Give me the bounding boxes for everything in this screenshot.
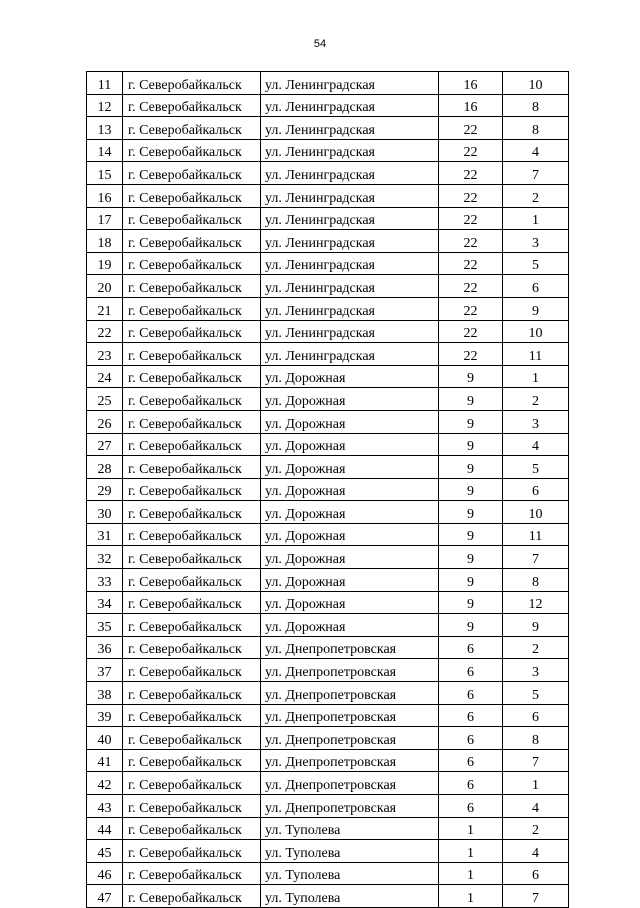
street-cell: ул. Днепропетровская [261,659,439,682]
row-number-cell: 26 [87,410,123,433]
house-number-cell: 1 [439,885,503,908]
city-cell: г. Северобайкальск [123,388,261,411]
house-number-cell: 9 [439,410,503,433]
apartment-number-cell: 6 [503,478,569,501]
house-number-cell: 6 [439,682,503,705]
city-cell: г. Северобайкальск [123,252,261,275]
house-number-cell: 1 [439,817,503,840]
street-cell: ул. Дорожная [261,456,439,479]
apartment-number-cell: 9 [503,614,569,637]
street-cell: ул. Туполева [261,840,439,863]
city-cell: г. Северобайкальск [123,410,261,433]
house-number-cell: 22 [439,117,503,140]
street-cell: ул. Туполева [261,862,439,885]
apartment-number-cell: 8 [503,117,569,140]
table-row [87,614,569,637]
house-number-cell: 22 [439,297,503,320]
row-number-cell: 25 [87,388,123,411]
table-row [87,117,569,140]
house-number-cell: 22 [439,320,503,343]
house-number-cell: 16 [439,72,503,95]
city-cell: г. Северобайкальск [123,614,261,637]
apartment-number-cell: 9 [503,297,569,320]
city-cell: г. Северобайкальск [123,117,261,140]
table-row [87,139,569,162]
city-cell: г. Северобайкальск [123,297,261,320]
apartment-number-cell: 11 [503,343,569,366]
apartment-number-cell: 4 [503,139,569,162]
house-number-cell: 22 [439,139,503,162]
apartment-number-cell: 3 [503,230,569,253]
city-cell: г. Северобайкальск [123,772,261,795]
house-number-cell: 9 [439,501,503,524]
row-number-cell: 27 [87,433,123,456]
apartment-number-cell: 2 [503,184,569,207]
street-cell: ул. Дорожная [261,523,439,546]
apartment-number-cell: 1 [503,772,569,795]
street-cell: ул. Ленинградская [261,275,439,298]
house-number-cell: 6 [439,749,503,772]
row-number-cell: 11 [87,72,123,95]
row-number-cell: 33 [87,569,123,592]
house-number-cell: 9 [439,614,503,637]
street-cell: ул. Туполева [261,885,439,908]
house-number-cell: 6 [439,727,503,750]
row-number-cell: 34 [87,591,123,614]
apartment-number-cell: 6 [503,704,569,727]
apartment-number-cell: 7 [503,162,569,185]
table-row [87,94,569,117]
apartment-number-cell: 3 [503,659,569,682]
table-row [87,501,569,524]
house-number-cell: 9 [439,478,503,501]
table-row [87,184,569,207]
table-row [87,343,569,366]
street-cell: ул. Туполева [261,817,439,840]
apartment-number-cell: 4 [503,433,569,456]
apartment-number-cell: 12 [503,591,569,614]
house-number-cell: 22 [439,252,503,275]
row-number-cell: 12 [87,94,123,117]
table-row [87,478,569,501]
house-number-cell: 9 [439,456,503,479]
table-row [87,727,569,750]
house-number-cell: 9 [439,388,503,411]
street-cell: ул. Ленинградская [261,297,439,320]
house-number-cell: 9 [439,365,503,388]
street-cell: ул. Ленинградская [261,320,439,343]
apartment-number-cell: 2 [503,817,569,840]
table-row [87,682,569,705]
row-number-cell: 19 [87,252,123,275]
city-cell: г. Северобайкальск [123,94,261,117]
apartment-number-cell: 5 [503,252,569,275]
apartment-number-cell: 10 [503,72,569,95]
city-cell: г. Северобайкальск [123,230,261,253]
street-cell: ул. Днепропетровская [261,727,439,750]
city-cell: г. Северобайкальск [123,478,261,501]
address-table [86,71,569,908]
city-cell: г. Северобайкальск [123,523,261,546]
table-row [87,885,569,908]
city-cell: г. Северобайкальск [123,817,261,840]
address-table-body [87,72,569,908]
table-row [87,365,569,388]
apartment-number-cell: 2 [503,636,569,659]
table-row [87,297,569,320]
row-number-cell: 15 [87,162,123,185]
house-number-cell: 6 [439,659,503,682]
row-number-cell: 43 [87,795,123,818]
row-number-cell: 23 [87,343,123,366]
street-cell: ул. Дорожная [261,478,439,501]
row-number-cell: 44 [87,817,123,840]
street-cell: ул. Дорожная [261,569,439,592]
city-cell: г. Северобайкальск [123,456,261,479]
street-cell: ул. Дорожная [261,591,439,614]
row-number-cell: 29 [87,478,123,501]
table-row [87,162,569,185]
street-cell: ул. Ленинградская [261,117,439,140]
city-cell: г. Северобайкальск [123,162,261,185]
table-row [87,840,569,863]
street-cell: ул. Ленинградская [261,72,439,95]
city-cell: г. Северобайкальск [123,320,261,343]
row-number-cell: 42 [87,772,123,795]
city-cell: г. Северобайкальск [123,636,261,659]
city-cell: г. Северобайкальск [123,184,261,207]
apartment-number-cell: 7 [503,885,569,908]
city-cell: г. Северобайкальск [123,749,261,772]
row-number-cell: 38 [87,682,123,705]
row-number-cell: 40 [87,727,123,750]
house-number-cell: 22 [439,162,503,185]
city-cell: г. Северобайкальск [123,546,261,569]
row-number-cell: 31 [87,523,123,546]
row-number-cell: 21 [87,297,123,320]
table-row [87,862,569,885]
row-number-cell: 16 [87,184,123,207]
row-number-cell: 22 [87,320,123,343]
table-row [87,388,569,411]
table-row [87,207,569,230]
table-row [87,636,569,659]
table-row [87,704,569,727]
street-cell: ул. Ленинградская [261,343,439,366]
apartment-number-cell: 4 [503,840,569,863]
city-cell: г. Северобайкальск [123,682,261,705]
table-row [87,772,569,795]
street-cell: ул. Ленинградская [261,207,439,230]
row-number-cell: 30 [87,501,123,524]
house-number-cell: 22 [439,207,503,230]
city-cell: г. Северобайкальск [123,343,261,366]
apartment-number-cell: 11 [503,523,569,546]
row-number-cell: 28 [87,456,123,479]
table-row [87,569,569,592]
house-number-cell: 22 [439,275,503,298]
street-cell: ул. Днепропетровская [261,749,439,772]
page-number: 54 [313,38,327,50]
house-number-cell: 6 [439,636,503,659]
street-cell: ул. Дорожная [261,614,439,637]
street-cell: ул. Днепропетровская [261,682,439,705]
street-cell: ул. Дорожная [261,546,439,569]
city-cell: г. Северобайкальск [123,840,261,863]
apartment-number-cell: 7 [503,546,569,569]
city-cell: г. Северобайкальск [123,659,261,682]
city-cell: г. Северобайкальск [123,885,261,908]
row-number-cell: 32 [87,546,123,569]
row-number-cell: 14 [87,139,123,162]
row-number-cell: 37 [87,659,123,682]
apartment-number-cell: 3 [503,410,569,433]
house-number-cell: 6 [439,795,503,818]
city-cell: г. Северобайкальск [123,207,261,230]
street-cell: ул. Днепропетровская [261,704,439,727]
city-cell: г. Северобайкальск [123,139,261,162]
street-cell: ул. Днепропетровская [261,795,439,818]
table-row [87,817,569,840]
row-number-cell: 24 [87,365,123,388]
city-cell: г. Северобайкальск [123,433,261,456]
apartment-number-cell: 5 [503,456,569,479]
row-number-cell: 41 [87,749,123,772]
street-cell: ул. Ленинградская [261,139,439,162]
apartment-number-cell: 5 [503,682,569,705]
street-cell: ул. Днепропетровская [261,772,439,795]
house-number-cell: 22 [439,343,503,366]
apartment-number-cell: 2 [503,388,569,411]
street-cell: ул. Ленинградская [261,184,439,207]
apartment-number-cell: 8 [503,727,569,750]
street-cell: ул. Ленинградская [261,252,439,275]
table-row [87,795,569,818]
house-number-cell: 9 [439,569,503,592]
row-number-cell: 13 [87,117,123,140]
house-number-cell: 22 [439,184,503,207]
city-cell: г. Северобайкальск [123,795,261,818]
apartment-number-cell: 8 [503,569,569,592]
apartment-number-cell: 1 [503,207,569,230]
street-cell: ул. Дорожная [261,501,439,524]
city-cell: г. Северобайкальск [123,365,261,388]
apartment-number-cell: 7 [503,749,569,772]
house-number-cell: 1 [439,840,503,863]
house-number-cell: 9 [439,523,503,546]
row-number-cell: 17 [87,207,123,230]
house-number-cell: 16 [439,94,503,117]
table-row [87,433,569,456]
apartment-number-cell: 1 [503,365,569,388]
street-cell: ул. Ленинградская [261,94,439,117]
city-cell: г. Северобайкальск [123,275,261,298]
city-cell: г. Северобайкальск [123,72,261,95]
table-row [87,546,569,569]
table-row [87,523,569,546]
apartment-number-cell: 10 [503,501,569,524]
apartment-number-cell: 6 [503,275,569,298]
row-number-cell: 35 [87,614,123,637]
table-row [87,230,569,253]
city-cell: г. Северобайкальск [123,727,261,750]
house-number-cell: 6 [439,704,503,727]
city-cell: г. Северобайкальск [123,862,261,885]
row-number-cell: 18 [87,230,123,253]
table-row [87,749,569,772]
table-row [87,275,569,298]
street-cell: ул. Ленинградская [261,230,439,253]
row-number-cell: 46 [87,862,123,885]
table-row [87,410,569,433]
house-number-cell: 22 [439,230,503,253]
house-number-cell: 1 [439,862,503,885]
city-cell: г. Северобайкальск [123,591,261,614]
row-number-cell: 47 [87,885,123,908]
table-row [87,456,569,479]
table-row [87,591,569,614]
apartment-number-cell: 6 [503,862,569,885]
street-cell: ул. Дорожная [261,433,439,456]
apartment-number-cell: 4 [503,795,569,818]
city-cell: г. Северобайкальск [123,569,261,592]
city-cell: г. Северобайкальск [123,501,261,524]
row-number-cell: 45 [87,840,123,863]
row-number-cell: 39 [87,704,123,727]
city-cell: г. Северобайкальск [123,704,261,727]
apartment-number-cell: 10 [503,320,569,343]
street-cell: ул. Днепропетровская [261,636,439,659]
house-number-cell: 9 [439,546,503,569]
apartment-number-cell: 8 [503,94,569,117]
row-number-cell: 20 [87,275,123,298]
table-row [87,72,569,95]
street-cell: ул. Ленинградская [261,162,439,185]
street-cell: ул. Дорожная [261,365,439,388]
house-number-cell: 9 [439,591,503,614]
house-number-cell: 6 [439,772,503,795]
street-cell: ул. Дорожная [261,410,439,433]
table-row [87,659,569,682]
table-row [87,320,569,343]
table-row [87,252,569,275]
house-number-cell: 9 [439,433,503,456]
row-number-cell: 36 [87,636,123,659]
street-cell: ул. Дорожная [261,388,439,411]
